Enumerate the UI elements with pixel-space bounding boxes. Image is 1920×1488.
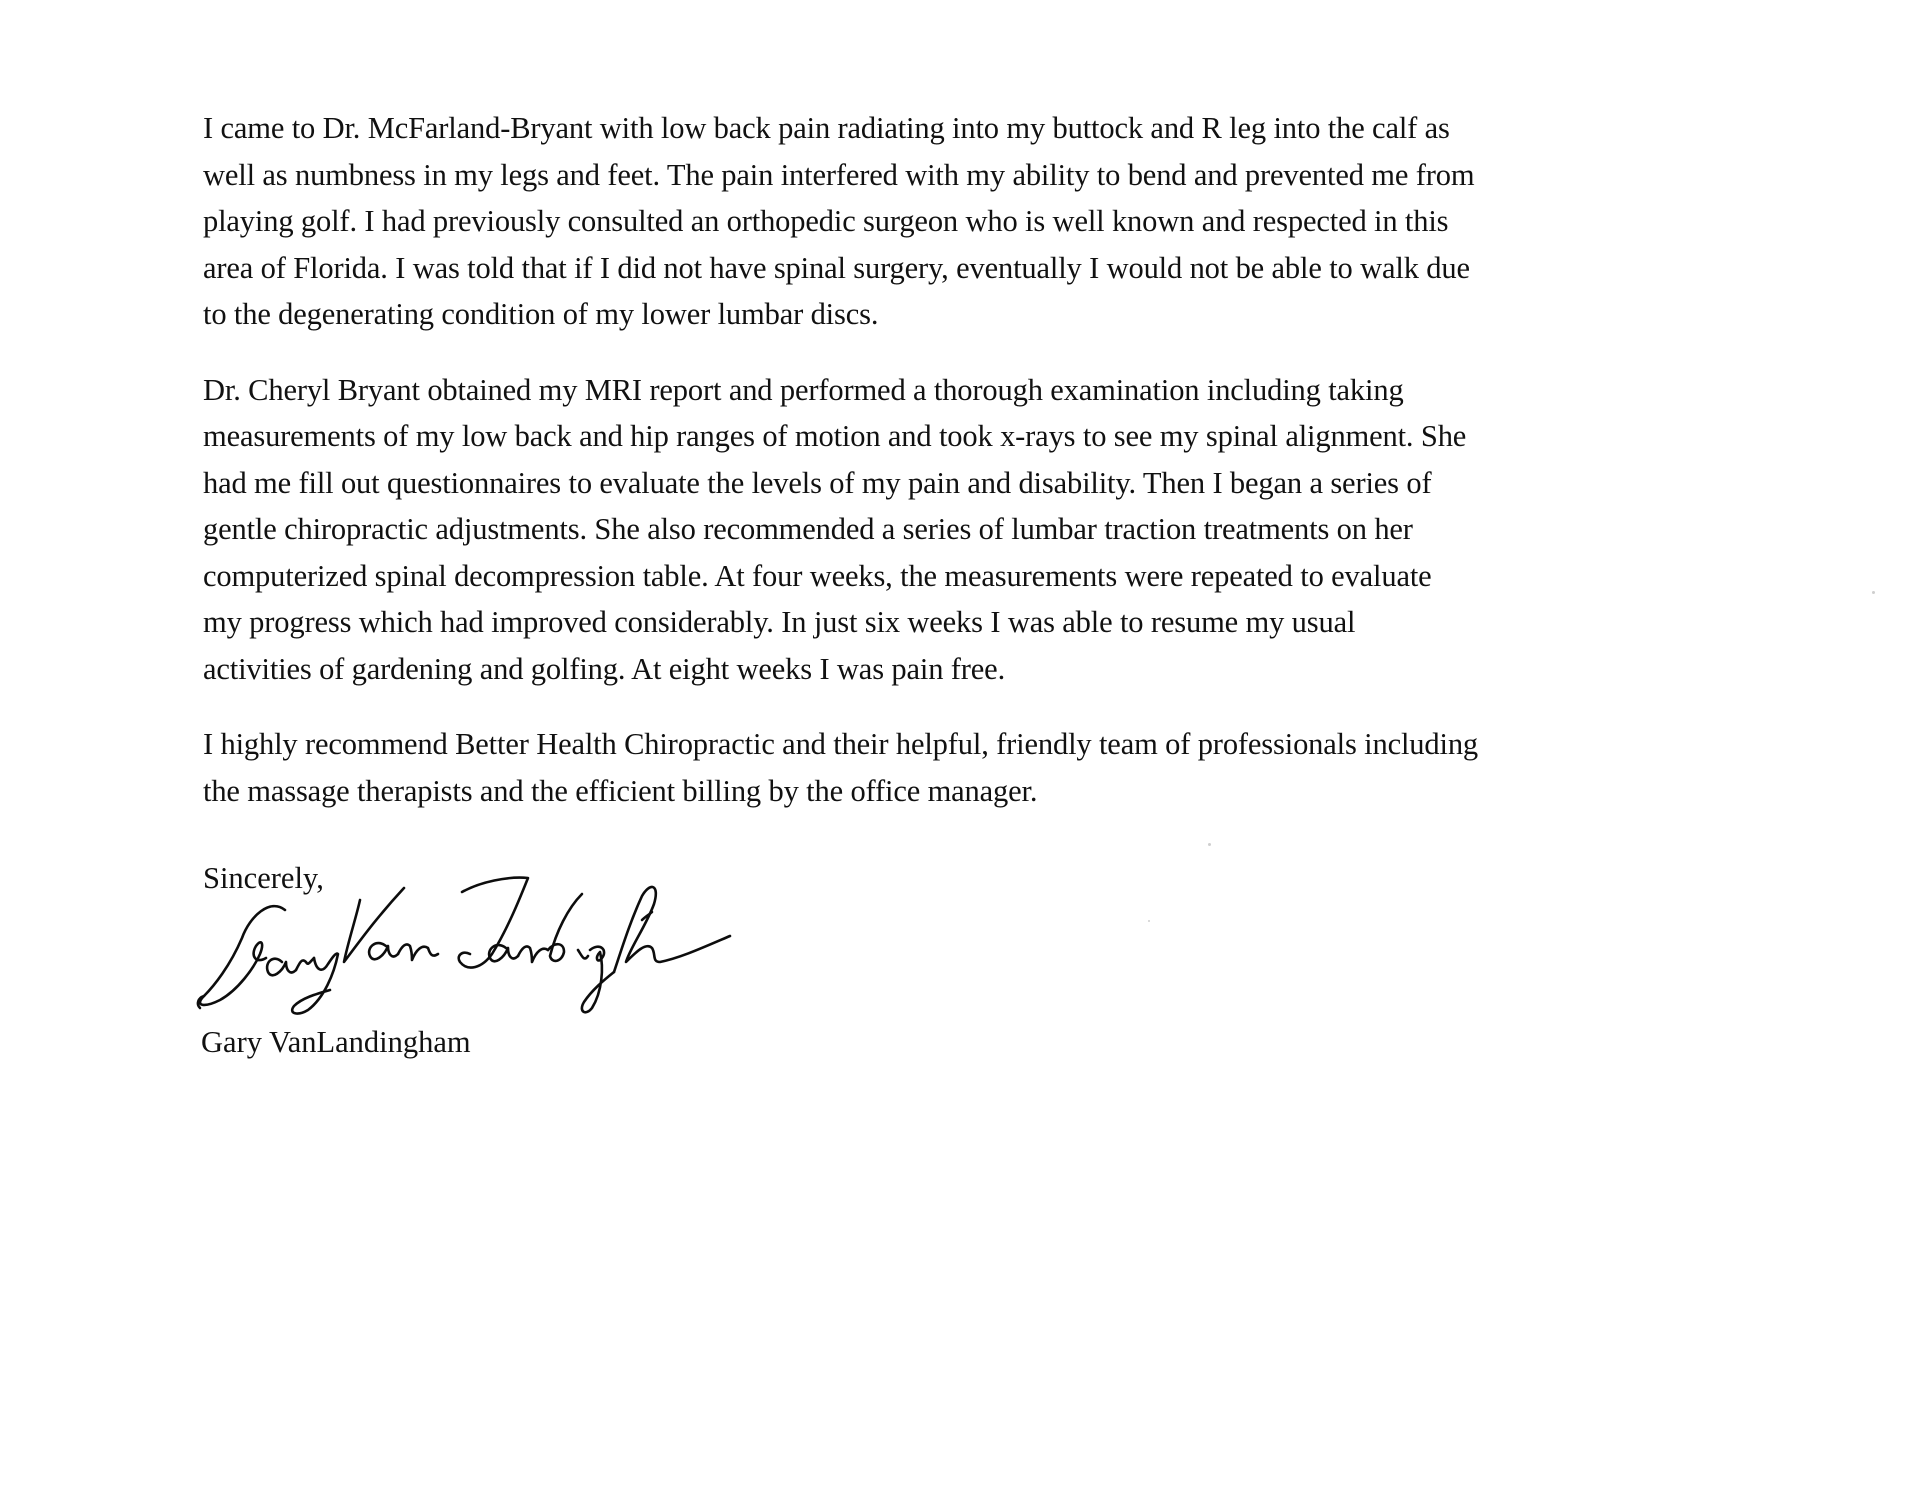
text-line: my progress which had improved considerably. In just six weeks I was able to resume my usual [203, 605, 1356, 639]
scan-artifact [1148, 920, 1150, 922]
paragraph-3 [203, 721, 1743, 814]
text-line: I highly recommend Better Health Chiropractic and their helpful, friendly team of professionals including [203, 727, 1479, 761]
text-line: gentle chiropractic adjustments. She also recommended a series of lumbar traction treatments on her [203, 512, 1413, 546]
paragraph-1 [203, 105, 1743, 338]
scan-artifact [1872, 591, 1875, 594]
text-line: the massage therapists and the efficient billing by the office manager. [203, 773, 1038, 808]
text-line: I came to Dr. McFarland-Bryant with low back pain radiating into my buttock and R leg into the calf as [203, 111, 1450, 145]
text-line: Dr. Cheryl Bryant obtained my MRI report and performed a thorough examination including taking [203, 372, 1404, 407]
letter-body [203, 105, 1743, 843]
scan-artifact [1208, 843, 1211, 846]
text-line: to the degenerating condition of my lower lumbar discs. [203, 297, 879, 331]
text-line: playing golf. I had previously consulted an orthopedic surgeon who is well known and respected in this [203, 204, 1449, 238]
text-line: activities of gardening and golfing. At eight weeks I was pain free. [203, 651, 1006, 686]
signer-name: Gary VanLandingham [201, 1025, 471, 1059]
handwritten-signature [190, 858, 750, 1028]
paragraph-2 [203, 367, 1743, 693]
text-line: had me fill out questionnaires to evaluate the levels of my pain and disability. Then I began a series of [203, 465, 1432, 500]
closing-salutation: Sincerely, [203, 861, 324, 895]
text-line: well as numbness in my legs and feet. The pain interfered with my ability to bend and prevented me from [203, 157, 1475, 192]
text-line: measurements of my low back and hip ranges of motion and took x-rays to see my spinal alignment. She [203, 419, 1467, 453]
text-line: area of Florida. I was told that if I did not have spinal surgery, eventually I would not be able to walk due [203, 250, 1470, 285]
text-line: computerized spinal decompression table. At four weeks, the measurements were repeated to evaluate [203, 558, 1432, 593]
